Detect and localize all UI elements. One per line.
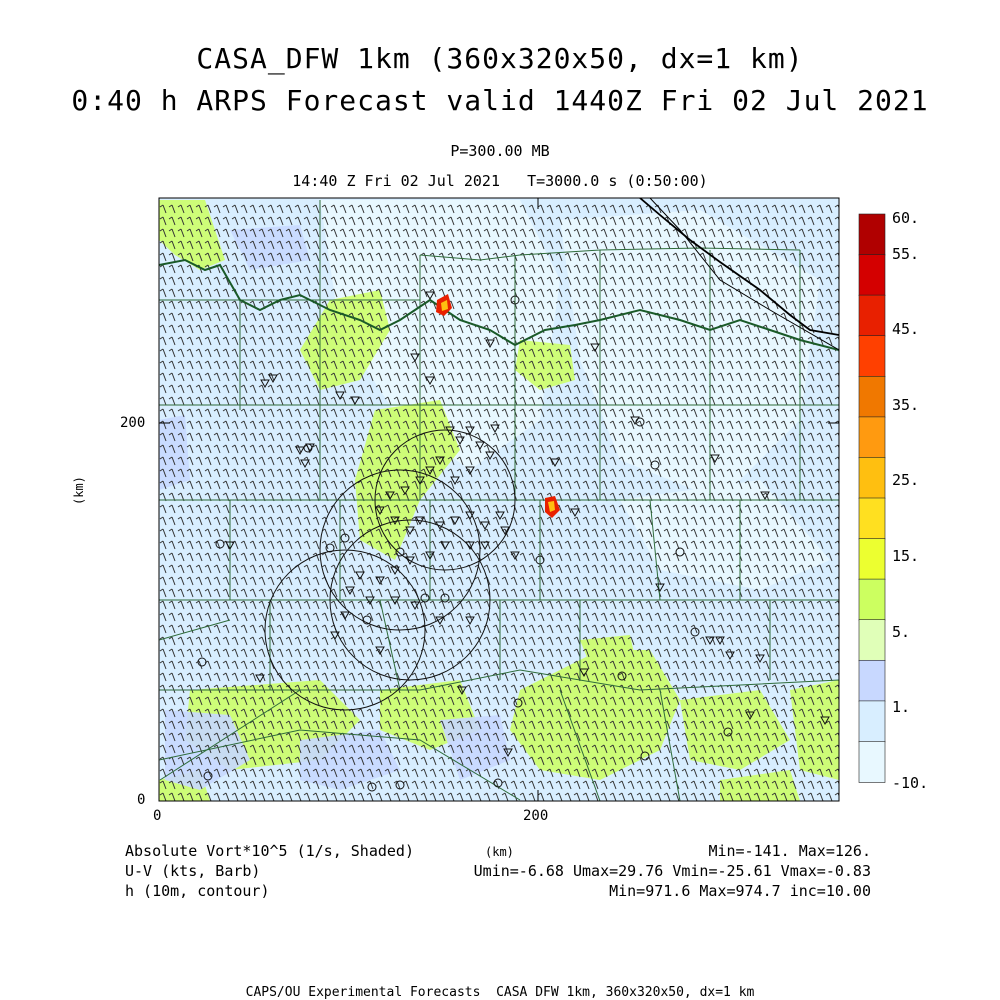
map-area [159,198,841,801]
x-tick-0: 0 [153,808,162,824]
colorbar-swatch [859,376,885,417]
colorbar-swatch [859,417,885,458]
colorbar-label-35: 35. [892,396,920,414]
colorbar-swatch [859,498,885,539]
colorbar-label-45: 45. [892,320,920,338]
footer-credit: CAPS/OU Experimental Forecasts CASA DFW 1km, 360x320x50, dx=1 km [245,985,755,1000]
colorbar-swatch [859,701,885,742]
legend-shaded: Absolute Vort*10^5 (1/s, Shaded) [125,842,414,860]
y-tick-200: 200 [120,415,146,431]
colorbar-swatch [859,214,885,255]
colorbar-swatch [859,255,885,296]
height-stats: Min=971.6 Max=974.7 inc=10.00 [609,882,871,900]
y-axis-label: (km) [72,476,86,505]
colorbar-label-25: 25. [892,471,920,489]
colorbar-label-minus10: -10. [892,774,929,792]
legend-contour: h (10m, contour) [125,882,270,900]
colorbar-swatch [859,579,885,620]
colorbar-swatch [859,660,885,701]
colorbar-label-60: 60. [892,209,920,227]
wind-stats: Umin=-6.68 Umax=29.76 Vmin=-25.61 Vmax=-0.83 [473,862,871,880]
valid-time: 14:40 Z Fri 02 Jul 2021 T=3000.0 s (0:50:00) [292,172,708,190]
legend-barb: U-V (kts, Barb) [125,862,261,880]
colorbar-label-1: 1. [892,698,911,716]
pressure-level: P=300.00 MB [450,142,550,160]
colorbar-swatch [859,295,885,336]
title-line-1: CASA_DFW 1km (360x320x50, dx=1 km) [196,42,804,75]
colorbar-swatch [859,741,885,782]
x-tick-200: 200 [523,808,549,824]
colorbar [859,214,885,783]
colorbar-label-15: 15. [892,547,920,565]
title-line-2: 0:40 h ARPS Forecast valid 1440Z Fri 02 Jul 2021 [71,84,929,117]
colorbar-swatch [859,457,885,498]
x-axis-label: (km) [485,845,514,859]
colorbar-swatch [859,620,885,661]
colorbar-label-55: 55. [892,245,920,263]
colorbar-swatch [859,336,885,377]
colorbar-label-5: 5. [892,623,911,641]
colorbar-swatch [859,539,885,580]
y-tick-0: 0 [137,792,146,808]
shaded-stats: Min=-141. Max=126. [708,842,871,860]
